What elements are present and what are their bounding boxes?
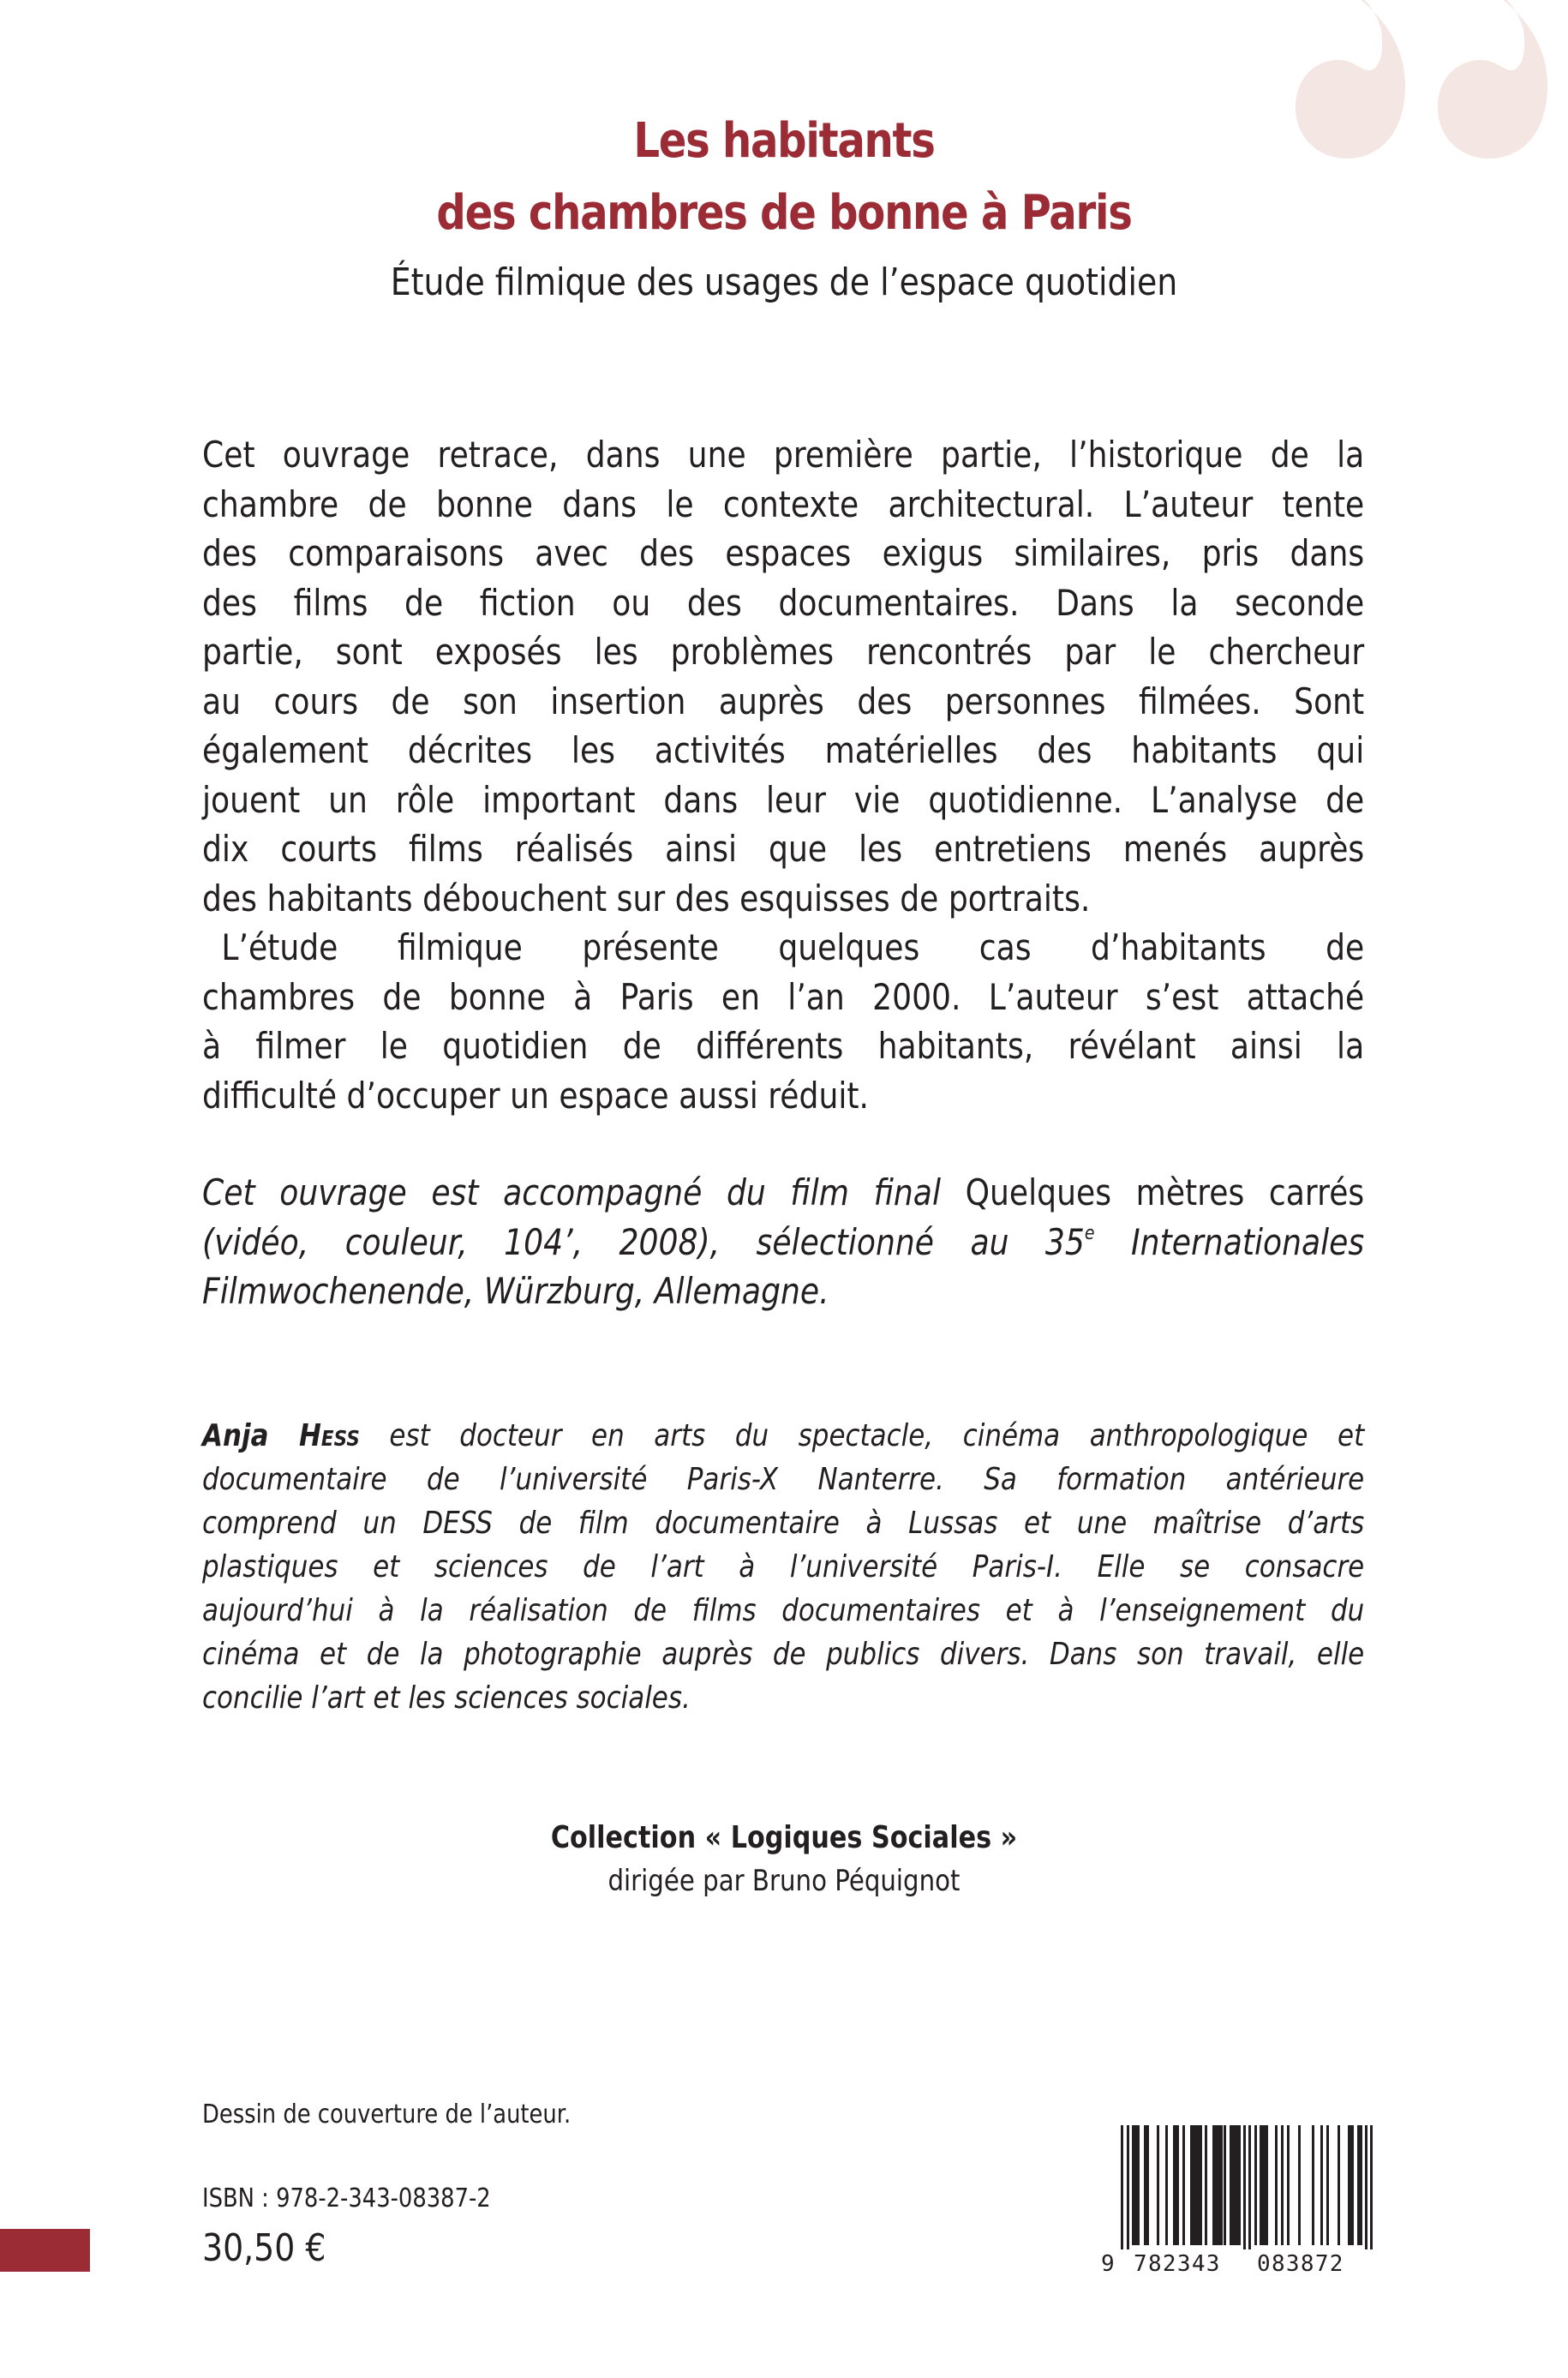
barcode-right-digits: 083872 [1257,2251,1344,2277]
summary-line: jouent un rôle important dans leur vie quotidienne. L’analyse de [202,778,1365,821]
summary-line: des habitants débouchent sur des esquisses de portraits. [202,877,1091,919]
summary-paragraph-2 [202,923,1364,1120]
barcode-bars [1121,2125,1373,2249]
author-bio-line: documentaire de l’université Paris-X Nanterre. Sa formation antérieure [202,1462,1365,1497]
collection-name: Collection « Logiques Sociales » [550,1820,1018,1855]
summary-line: difficulté d’occuper un espace aussi réduit. [202,1074,870,1117]
author-name [202,1418,360,1453]
author-first-name: Anja [202,1418,269,1453]
author-bio-text: est docteur en arts du spectacle, cinéma anthropologique et [359,1418,1365,1453]
collection-info [0,1817,1568,1902]
barcode-left-digits: 782343 [1134,2251,1221,2277]
author-bio-line: comprend un DESS de film documentaire à Lussas et une maîtrise d’arts [202,1506,1365,1541]
film-note [202,1168,1364,1316]
film-note-details: (vidéo, couleur, 104’, 2008), sélectionné au 35 [202,1220,1085,1263]
author-last-name: Hess [299,1418,360,1453]
cover-credit: Dessin de couverture de l’auteur. [202,2099,572,2129]
summary-line: à filmer le quotidien de différents habitants, révélant ainsi la [202,1025,1365,1067]
isbn: ISBN : 978-2-343-08387-2 [202,2183,491,2213]
book-title-line-2: des chambres de bonne à Paris [436,185,1132,241]
film-festival: Internationales [1094,1220,1365,1263]
summary-line: également décrites les activités matérielles des habitants qui [202,729,1365,771]
barcode-lead-digit: 9 [1101,2251,1115,2277]
summary-line: dix courts films réalisés ainsi que les entretiens menés auprès [202,828,1365,870]
summary-line: partie, sont exposés les problèmes rencontrés par le chercheur [202,631,1365,673]
film-note-line-3: Filmwochenende, Würzburg, Allemagne. [202,1270,829,1312]
author-bio-line [202,1414,1364,1458]
author-bio-line: plastiques et sciences de l’art à l’université Paris-I. Elle se consacre [202,1549,1365,1584]
summary-paragraph-1 [202,430,1364,923]
summary-line: L’étude filmique présente quelques cas d’habitants de [221,926,1365,968]
summary-line: chambre de bonne dans le contexte architectural. L’auteur tente [202,482,1365,525]
film-note-intro: Cet ouvrage est accompagné du film final [202,1171,966,1213]
book-title-line-1: Les habitants [633,113,935,169]
summary-line: chambres de bonne à Paris en l’an 2000. L’auteur s’est attaché [202,975,1365,1018]
ean13-barcode-icon [1099,2125,1373,2277]
film-note-line-1 [202,1168,1364,1218]
collection-director: dirigée par Bruno Péquignot [607,1864,961,1898]
film-note-line-2 [202,1218,1364,1267]
summary-line: Cet ouvrage retrace, dans une première partie, l’historique de la [202,434,1365,476]
ordinal-superscript: e [1084,1222,1095,1244]
summary-line: au cours de son insertion auprès des personnes filmées. Sont [202,680,1365,722]
author-bio-line: cinéma et de la photographie auprès de publics divers. Dans son travail, elle [202,1637,1365,1672]
summary-line: des films de fiction ou des documentaires. Dans la seconde [202,581,1365,624]
summary-line: des comparaisons avec des espaces exigus similaires, pris dans [202,532,1365,574]
film-title: Quelques mètres carrés [965,1171,1365,1213]
author-bio [202,1414,1364,1720]
accent-bar [0,2229,90,2272]
author-bio-line: concilie l’art et les sciences sociales. [202,1680,691,1716]
price: 30,50 € [202,2226,326,2270]
book-subtitle: Étude filmique des usages de l’espace quotidien [390,261,1178,304]
author-bio-line: aujourd’hui à la réalisation de films documentaires et à l’enseignement du [202,1593,1365,1628]
